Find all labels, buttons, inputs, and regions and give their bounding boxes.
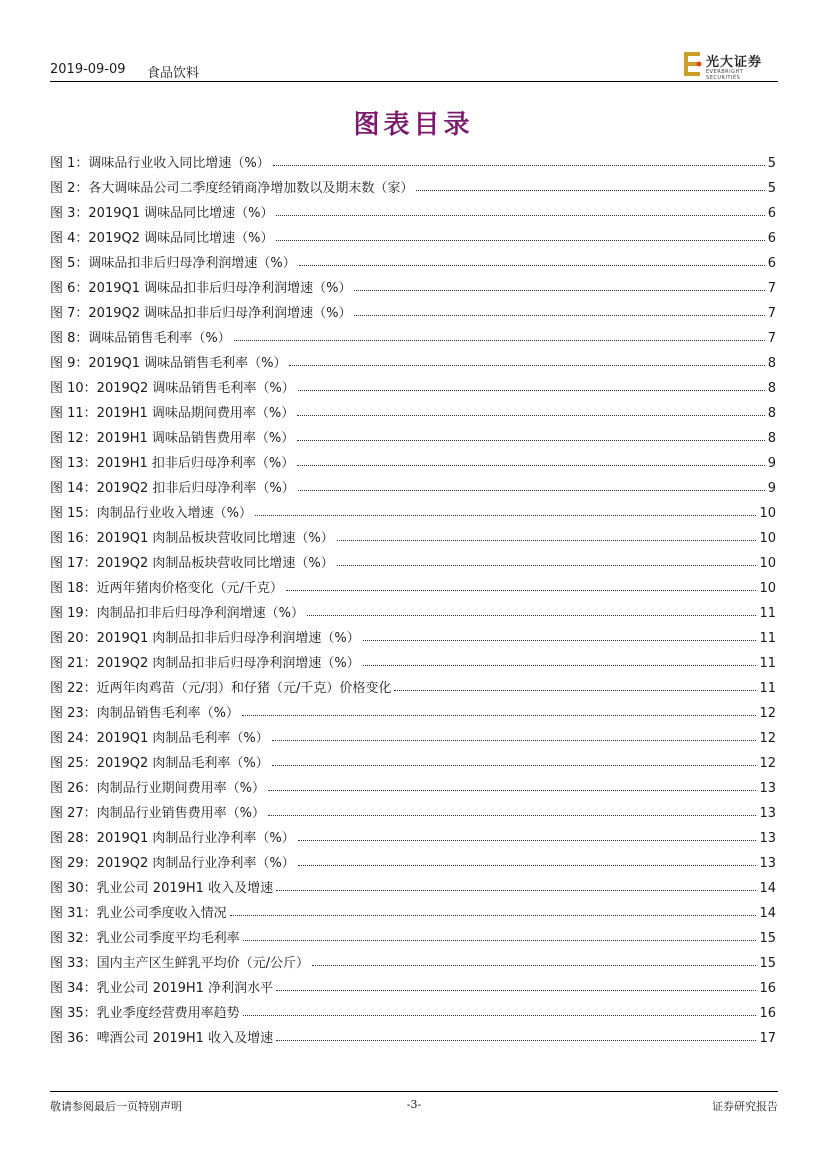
- toc-entry[interactable]: [50, 396, 776, 421]
- page-title: 图表目录: [353, 110, 474, 140]
- toc-dot-leader: [298, 865, 757, 866]
- toc-entry[interactable]: [50, 346, 776, 371]
- toc-entry-page: 8: [767, 356, 776, 371]
- brand-logo: [684, 51, 776, 81]
- toc-entry-page: 12: [759, 731, 776, 746]
- toc-entry-label: 图 29：2019Q2 肉制品行业净利率（%）: [50, 856, 295, 871]
- toc-entry-label: 图 36：啤酒公司 2019H1 收入及增速: [50, 1031, 274, 1046]
- toc-entry-page: 16: [759, 981, 776, 996]
- toc-entry-label: 图 15：肉制品行业收入增速（%）: [50, 506, 253, 521]
- toc-entry-label: 图 30：乳业公司 2019H1 收入及增速: [50, 881, 274, 896]
- toc-entry-page: 16: [759, 1006, 776, 1021]
- toc-entry-page: 5: [767, 181, 776, 196]
- toc-entry[interactable]: [50, 1021, 776, 1046]
- toc-dot-leader: [337, 540, 757, 541]
- toc-entry[interactable]: [50, 546, 776, 571]
- toc-dot-leader: [297, 465, 764, 466]
- toc-entry-label: 图 12：2019H1 调味品销售费用率（%）: [50, 431, 295, 446]
- toc-entry-page: 11: [759, 606, 776, 621]
- toc-entry[interactable]: [50, 521, 776, 546]
- toc-dot-leader: [273, 165, 765, 166]
- toc-entry-label: 图 18：近两年猪肉价格变化（元/千克）: [50, 581, 284, 596]
- toc-entry-label: 图 13：2019H1 扣非后归母净利率（%）: [50, 456, 295, 471]
- toc-dot-leader: [297, 415, 764, 416]
- toc-dot-leader: [272, 765, 757, 766]
- toc-entry-label: 图 35：乳业季度经营费用率趋势: [50, 1006, 240, 1021]
- toc-entry[interactable]: [50, 196, 776, 221]
- toc-entry-page: 14: [759, 906, 776, 921]
- toc-entry-label: 图 1：调味品行业收入同比增速（%）: [50, 156, 270, 171]
- toc-dot-leader: [416, 190, 764, 191]
- toc-dot-leader: [268, 815, 756, 816]
- toc-entry-label: 图 16：2019Q1 肉制品板块营收同比增速（%）: [50, 531, 334, 546]
- toc-entry-label: 图 5：调味品扣非后归母净利润增速（%）: [50, 256, 296, 271]
- toc-entry[interactable]: [50, 821, 776, 846]
- toc-entry-page: 10: [759, 556, 776, 571]
- toc-dot-leader: [363, 665, 757, 666]
- toc-entry[interactable]: [50, 671, 776, 696]
- toc-entry-page: 10: [759, 506, 776, 521]
- toc-dot-leader: [363, 640, 757, 641]
- toc-entry[interactable]: [50, 371, 776, 396]
- toc-entry-page: 13: [759, 831, 776, 846]
- toc-entry-label: 图 11：2019H1 调味品期间费用率（%）: [50, 406, 295, 421]
- toc-entry-page: 8: [767, 406, 776, 421]
- toc-entry-label: 图 10：2019Q2 调味品销售毛利率（%）: [50, 381, 295, 396]
- toc-dot-leader: [268, 790, 756, 791]
- toc-entry-page: 6: [767, 206, 776, 221]
- toc-entry-page: 13: [759, 806, 776, 821]
- toc-entry[interactable]: [50, 646, 776, 671]
- toc-dot-leader: [276, 1040, 756, 1041]
- toc-dot-leader: [299, 265, 765, 266]
- toc-dot-leader: [272, 740, 757, 741]
- toc-dot-leader: [307, 615, 756, 616]
- toc-dot-leader: [242, 715, 756, 716]
- toc-entry[interactable]: [50, 421, 776, 446]
- toc-entry-label: 图 4：2019Q2 调味品同比增速（%）: [50, 231, 274, 246]
- toc-entry[interactable]: [50, 746, 776, 771]
- toc-entry[interactable]: [50, 721, 776, 746]
- toc-dot-leader: [255, 515, 756, 516]
- toc-dot-leader: [230, 915, 757, 916]
- toc-entry-page: 13: [759, 781, 776, 796]
- toc-entry-label: 图 34：乳业公司 2019H1 净利润水平: [50, 981, 274, 996]
- toc-entry-page: 8: [767, 381, 776, 396]
- toc-entry-page: 13: [759, 856, 776, 871]
- toc-entry[interactable]: [50, 971, 776, 996]
- toc-entry[interactable]: [50, 621, 776, 646]
- toc-entry-label: 图 7：2019Q2 调味品扣非后归母净利润增速（%）: [50, 306, 352, 321]
- toc-entry-label: 图 20：2019Q1 肉制品扣非后归母净利润增速（%）: [50, 631, 360, 646]
- toc-dot-leader: [234, 340, 765, 341]
- report-date: 2019-09-09: [50, 62, 126, 77]
- toc-dot-leader: [243, 940, 757, 941]
- toc-entry[interactable]: [50, 871, 776, 896]
- logo-english: EVERBRIGHT SECURITIES: [706, 69, 744, 81]
- toc-entry-label: 图 3：2019Q1 调味品同比增速（%）: [50, 206, 274, 221]
- toc-entry[interactable]: [50, 246, 776, 271]
- toc-entry-page: 7: [767, 306, 776, 321]
- toc-entry[interactable]: [50, 321, 776, 346]
- page-header: [50, 55, 778, 82]
- toc-entry-label: 图 25：2019Q2 肉制品毛利率（%）: [50, 756, 269, 771]
- header-divider: [50, 81, 778, 82]
- toc-entry[interactable]: [50, 846, 776, 871]
- toc-entry-label: 图 21：2019Q2 肉制品扣非后归母净利润增速（%）: [50, 656, 360, 671]
- toc-entry-page: 7: [767, 331, 776, 346]
- toc-entry-page: 10: [759, 581, 776, 596]
- toc-entry-page: 11: [759, 631, 776, 646]
- page-footer: [50, 1098, 778, 1116]
- toc-entry[interactable]: [50, 996, 776, 1021]
- toc-entry-label: 图 28：2019Q1 肉制品行业净利率（%）: [50, 831, 295, 846]
- toc-entry-label: 图 6：2019Q1 调味品扣非后归母净利润增速（%）: [50, 281, 352, 296]
- toc-entry[interactable]: [50, 921, 776, 946]
- toc-entry[interactable]: [50, 171, 776, 196]
- toc-entry-label: 图 24：2019Q1 肉制品毛利率（%）: [50, 731, 269, 746]
- toc-entry[interactable]: [50, 896, 776, 921]
- toc-entry-page: 7: [767, 281, 776, 296]
- toc-dot-leader: [286, 590, 756, 591]
- toc-entry-label: 图 27：肉制品行业销售费用率（%）: [50, 806, 266, 821]
- toc-entry-page: 15: [759, 931, 776, 946]
- toc-entry-label: 图 31：乳业公司季度收入情况: [50, 906, 227, 921]
- toc-entry-label: 图 2：各大调味品公司二季度经销商净增加数以及期末数（家）: [50, 181, 414, 196]
- toc-entry-page: 12: [759, 706, 776, 721]
- toc-entry-label: 图 32：乳业公司季度平均毛利率: [50, 931, 240, 946]
- toc-entry[interactable]: [50, 771, 776, 796]
- toc-entry-label: 图 23：肉制品销售毛利率（%）: [50, 706, 240, 721]
- toc-entry-label: 图 9：2019Q1 调味品销售毛利率（%）: [50, 356, 287, 371]
- toc-entry[interactable]: [50, 946, 776, 971]
- report-type: 证券研究报告: [712, 1100, 778, 1113]
- toc-entry[interactable]: [50, 596, 776, 621]
- toc-entry-page: 11: [759, 656, 776, 671]
- page-number: -3-: [406, 1098, 422, 1111]
- toc-entry-label: 图 22：近两年肉鸡苗（元/羽）和仔猪（元/千克）价格变化: [50, 681, 392, 696]
- toc-entry-page: 11: [759, 681, 776, 696]
- footer-divider: [50, 1091, 778, 1092]
- toc-entry[interactable]: [50, 446, 776, 471]
- toc-entry-label: 图 33：国内主产区生鲜乳平均价（元/公斤）: [50, 956, 310, 971]
- toc-entry-page: 8: [767, 431, 776, 446]
- toc-entry[interactable]: [50, 146, 776, 171]
- toc-entry-page: 15: [759, 956, 776, 971]
- toc-dot-leader: [298, 490, 765, 491]
- toc-entry-page: 9: [767, 481, 776, 496]
- toc-entry-page: 14: [759, 881, 776, 896]
- toc-entry-label: 图 17：2019Q2 肉制品板块营收同比增速（%）: [50, 556, 334, 571]
- toc-entry-page: 9: [767, 456, 776, 471]
- toc-dot-leader: [298, 390, 765, 391]
- toc-entry[interactable]: [50, 571, 776, 596]
- toc-entry-page: 12: [759, 756, 776, 771]
- toc-dot-leader: [276, 240, 764, 241]
- logo-name: 光大证券: [706, 55, 763, 70]
- toc-entry-page: 6: [767, 256, 776, 271]
- everbright-logo-icon: [684, 52, 702, 76]
- figure-index-list: [50, 146, 776, 1046]
- toc-entry-page: 17: [759, 1031, 776, 1046]
- toc-dot-leader: [337, 565, 757, 566]
- toc-entry[interactable]: [50, 221, 776, 246]
- toc-entry-label: 图 8：调味品销售毛利率（%）: [50, 331, 231, 346]
- toc-dot-leader: [276, 990, 756, 991]
- toc-entry-page: 5: [767, 156, 776, 171]
- toc-entry[interactable]: [50, 471, 776, 496]
- toc-entry-label: 图 14：2019Q2 扣非后归母净利率（%）: [50, 481, 295, 496]
- report-sector: 食品饮料: [147, 66, 200, 81]
- toc-dot-leader: [243, 1015, 757, 1016]
- toc-entry[interactable]: [50, 271, 776, 296]
- toc-dot-leader: [276, 215, 764, 216]
- toc-entry[interactable]: [50, 696, 776, 721]
- toc-dot-leader: [312, 965, 756, 966]
- toc-dot-leader: [354, 290, 764, 291]
- toc-entry-label: 图 26：肉制品行业期间费用率（%）: [50, 781, 266, 796]
- toc-dot-leader: [276, 890, 756, 891]
- toc-dot-leader: [298, 840, 757, 841]
- toc-dot-leader: [297, 440, 764, 441]
- toc-entry[interactable]: [50, 496, 776, 521]
- toc-entry-page: 6: [767, 231, 776, 246]
- toc-dot-leader: [394, 690, 756, 691]
- toc-entry[interactable]: [50, 296, 776, 321]
- toc-dot-leader: [289, 365, 764, 366]
- disclaimer-note: 敬请参阅最后一页特别声明: [50, 1100, 182, 1113]
- toc-entry[interactable]: [50, 796, 776, 821]
- toc-entry-label: 图 19：肉制品扣非后归母净利润增速（%）: [50, 606, 305, 621]
- toc-entry-page: 10: [759, 531, 776, 546]
- toc-dot-leader: [354, 315, 764, 316]
